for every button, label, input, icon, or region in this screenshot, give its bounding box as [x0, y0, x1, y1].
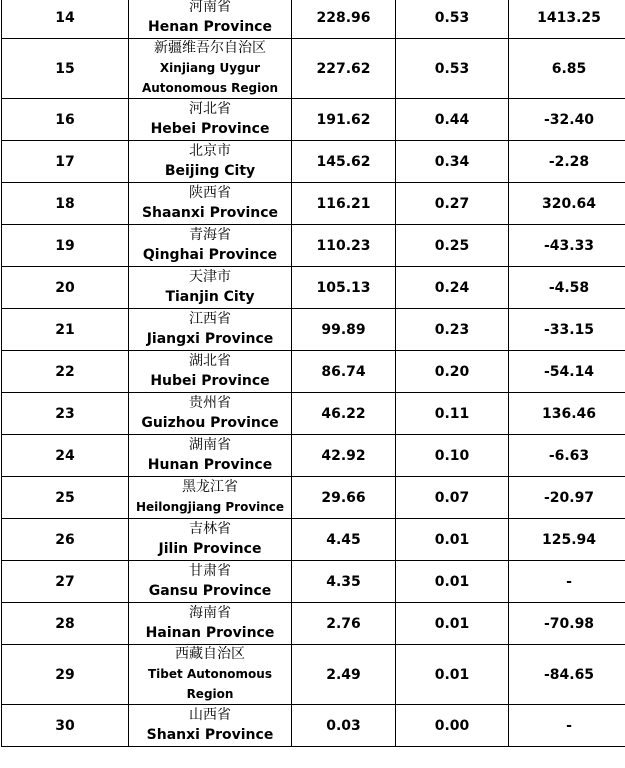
table-row	[2, 561, 625, 603]
region-name-zh: 天津市	[189, 269, 231, 285]
region-name-zh: 陕西省	[189, 185, 231, 201]
value-cell: 0.03	[292, 705, 396, 747]
share-cell: 0.11	[396, 393, 509, 435]
region-name-en: Guizhou Province	[141, 415, 279, 431]
rank-cell: 16	[2, 99, 129, 141]
region-name-en: Henan Province	[148, 19, 272, 35]
table-row	[2, 0, 625, 39]
table-row	[2, 39, 625, 99]
rank-cell: 21	[2, 309, 129, 351]
value-cell: 86.74	[292, 351, 396, 393]
province-data-table	[1, 0, 625, 747]
value-cell: 110.23	[292, 225, 396, 267]
growth-cell: -32.40	[509, 99, 625, 141]
table-row	[2, 225, 625, 267]
rank-cell: 18	[2, 183, 129, 225]
share-cell: 0.25	[396, 225, 509, 267]
region-cell	[129, 351, 292, 393]
region-cell	[129, 99, 292, 141]
rank-cell: 23	[2, 393, 129, 435]
region-cell	[129, 0, 292, 39]
region-name-zh: 吉林省	[189, 521, 231, 537]
region-name-en: Jiangxi Province	[146, 331, 274, 347]
growth-cell: 6.85	[509, 39, 625, 99]
region-name-zh: 山西省	[189, 707, 231, 723]
rank-cell: 30	[2, 705, 129, 747]
region-cell	[129, 39, 292, 99]
value-cell: 116.21	[292, 183, 396, 225]
table-row	[2, 705, 625, 747]
growth-cell: 125.94	[509, 519, 625, 561]
rank-cell: 20	[2, 267, 129, 309]
table-row	[2, 351, 625, 393]
region-name-zh: 海南省	[189, 605, 231, 621]
region-name-en: Beijing City	[164, 163, 256, 179]
rank-cell: 28	[2, 603, 129, 645]
growth-cell: 1413.25	[509, 0, 625, 39]
table-row	[2, 519, 625, 561]
region-name-en: Qinghai Province	[142, 247, 278, 263]
value-cell: 2.49	[292, 645, 396, 705]
rank-cell: 27	[2, 561, 129, 603]
rank-cell: 24	[2, 435, 129, 477]
table-row	[2, 309, 625, 351]
region-name-zh: 新疆维吾尔自治区	[154, 40, 266, 56]
region-name-zh: 黑龙江省	[182, 479, 238, 495]
value-cell: 145.62	[292, 141, 396, 183]
rank-cell: 19	[2, 225, 129, 267]
growth-cell: -43.33	[509, 225, 625, 267]
region-cell	[129, 603, 292, 645]
growth-cell: -70.98	[509, 603, 625, 645]
rank-cell: 17	[2, 141, 129, 183]
region-cell	[129, 141, 292, 183]
table-row	[2, 99, 625, 141]
region-name-zh: 河北省	[189, 101, 231, 117]
share-cell: 0.27	[396, 183, 509, 225]
share-cell: 0.00	[396, 705, 509, 747]
growth-cell: -6.63	[509, 435, 625, 477]
region-cell	[129, 705, 292, 747]
region-name-zh: 甘肃省	[189, 563, 231, 579]
region-name-zh: 河南省	[189, 0, 231, 15]
region-name-en: Shaanxi Province	[141, 205, 279, 221]
region-name-en: Tianjin City	[165, 289, 255, 305]
share-cell: 0.20	[396, 351, 509, 393]
share-cell: 0.01	[396, 561, 509, 603]
region-name-en: Gansu Province	[148, 583, 272, 599]
region-name-en: Xinjiang Uygur Autonomous Region	[141, 61, 279, 95]
share-cell: 0.10	[396, 435, 509, 477]
region-name-en: Hunan Province	[147, 457, 273, 473]
table-row	[2, 435, 625, 477]
share-cell: 0.01	[396, 645, 509, 705]
growth-cell: -33.15	[509, 309, 625, 351]
value-cell: 29.66	[292, 477, 396, 519]
region-name-zh: 湖北省	[189, 353, 231, 369]
value-cell: 105.13	[292, 267, 396, 309]
region-cell	[129, 477, 292, 519]
value-cell: 191.62	[292, 99, 396, 141]
share-cell: 0.24	[396, 267, 509, 309]
region-cell	[129, 225, 292, 267]
value-cell: 4.35	[292, 561, 396, 603]
region-name-zh: 贵州省	[189, 395, 231, 411]
rank-cell: 29	[2, 645, 129, 705]
region-name-en: Hainan Province	[145, 625, 275, 641]
region-name-en: Tibet Autonomous Region	[148, 667, 272, 701]
share-cell: 0.07	[396, 477, 509, 519]
table-row	[2, 393, 625, 435]
region-cell	[129, 183, 292, 225]
growth-cell: -54.14	[509, 351, 625, 393]
value-cell: 4.45	[292, 519, 396, 561]
table-row	[2, 141, 625, 183]
region-cell	[129, 645, 292, 705]
rank-cell: 25	[2, 477, 129, 519]
value-cell: 227.62	[292, 39, 396, 99]
value-cell: 46.22	[292, 393, 396, 435]
table-row	[2, 645, 625, 705]
growth-cell: -	[509, 561, 625, 603]
value-cell: 2.76	[292, 603, 396, 645]
share-cell: 0.01	[396, 603, 509, 645]
growth-cell: -	[509, 705, 625, 747]
region-name-zh: 青海省	[189, 227, 231, 243]
region-name-en: Hubei Province	[150, 373, 270, 389]
growth-cell: -84.65	[509, 645, 625, 705]
table-row	[2, 603, 625, 645]
table-row	[2, 183, 625, 225]
region-cell	[129, 435, 292, 477]
region-name-en: Heilongjiang Province	[135, 500, 285, 514]
value-cell: 42.92	[292, 435, 396, 477]
growth-cell: 136.46	[509, 393, 625, 435]
rank-cell: 26	[2, 519, 129, 561]
share-cell: 0.53	[396, 0, 509, 39]
share-cell: 0.53	[396, 39, 509, 99]
value-cell: 99.89	[292, 309, 396, 351]
growth-cell: 320.64	[509, 183, 625, 225]
growth-cell: -20.97	[509, 477, 625, 519]
region-name-zh: 江西省	[189, 311, 231, 327]
share-cell: 0.34	[396, 141, 509, 183]
rank-cell: 14	[2, 0, 129, 39]
region-name-zh: 北京市	[189, 143, 231, 159]
growth-cell: -4.58	[509, 267, 625, 309]
region-cell	[129, 309, 292, 351]
region-cell	[129, 393, 292, 435]
value-cell: 228.96	[292, 0, 396, 39]
rank-cell: 15	[2, 39, 129, 99]
region-name-en: Hebei Province	[150, 121, 270, 137]
region-cell	[129, 519, 292, 561]
share-cell: 0.23	[396, 309, 509, 351]
share-cell: 0.01	[396, 519, 509, 561]
share-cell: 0.44	[396, 99, 509, 141]
table-row	[2, 267, 625, 309]
region-cell	[129, 561, 292, 603]
table-row	[2, 477, 625, 519]
region-name-en: Jilin Province	[158, 541, 262, 557]
rank-cell: 22	[2, 351, 129, 393]
region-name-zh: 湖南省	[189, 437, 231, 453]
growth-cell: -2.28	[509, 141, 625, 183]
region-cell	[129, 267, 292, 309]
region-name-zh: 西藏自治区	[175, 646, 245, 662]
region-name-en: Shanxi Province	[146, 727, 274, 743]
